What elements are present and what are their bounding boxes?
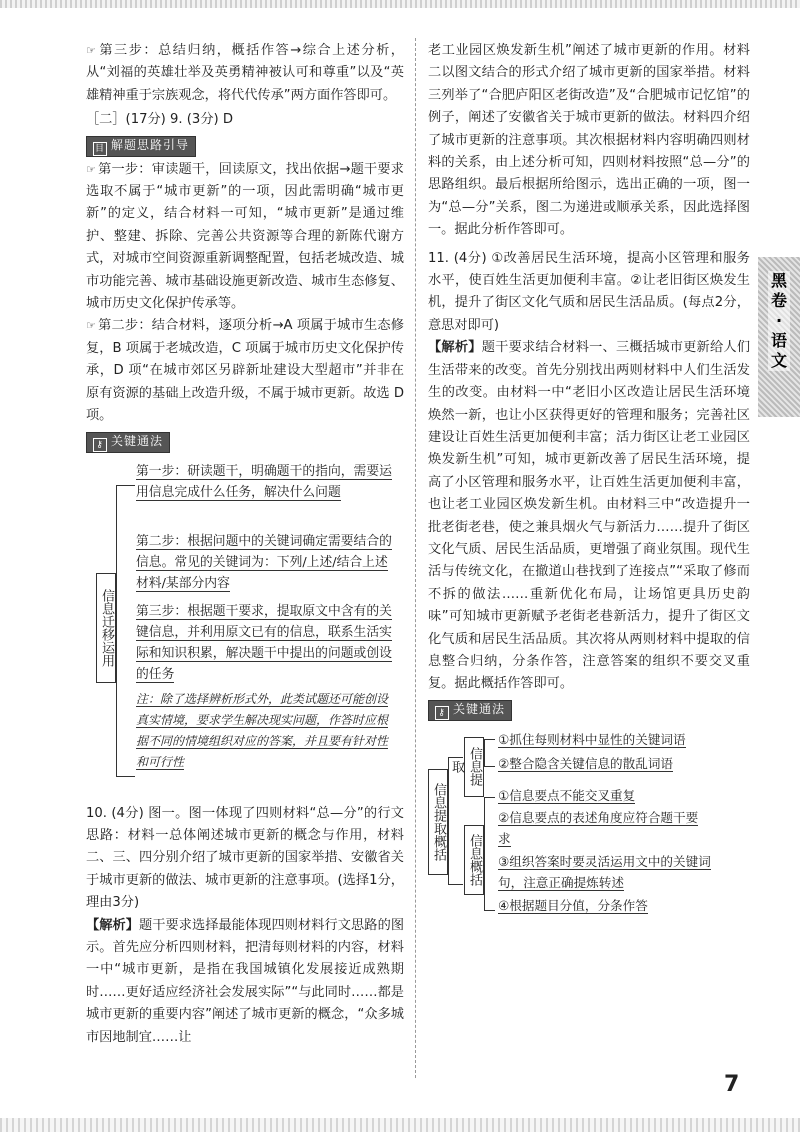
pointing-hand-icon: ☞ [86,319,96,333]
section-tag-key-method: ⚷ 关键通法 [86,432,170,453]
question-11-answer: 11. (4分) ①改善居民生活环境，提高小区管理和服务水平，使百姓生活更加便利丰富。②让老旧街区焕发生机，提升了街区文化气质和居民生活品质。(每点2分，意思对即可) [428,250,750,333]
pointing-hand-icon: ☞ [86,162,96,176]
subject-side-tab [758,257,800,417]
side-tab-label: 黑卷·语文 [768,271,790,371]
right-column [428,40,750,921]
question-9-heading: ［二］(17分) 9. (3分) D [86,112,234,128]
page-number: 7 [724,1072,740,1097]
paragraph-step2: ☞ 第二步：结合材料，逐项分析→A 项属于城市生态修复，B 项属于老城改造，C 项属于城市历史文化保护传承，D 项“在城市郊区另辟新址建设大型超市”并非在原有资源的基础上改造升级，不属于城市更新。故选 D 项。 [86,318,404,424]
strategy-step-1: 第一步：研读题干，明确题干的指向，需要运用信息完成什么任务，解决什么问题 [136,463,392,500]
scan-edge-top [0,0,800,8]
question-10-analysis: 【解析】题干要求选择最能体现四则材料行文思路的图示。首先应分析四则材料，把清每则材料的内容，材料一中“城市更新，是指在我国城镇化发展接近成熟期时……更好适应经济社会发展实际”“与此同时……都是城市更新的重要内容”阐述了城市更新的概念，“众多城市因地制宜……让 [86,917,405,1045]
book-icon: 目 [94,143,105,154]
strategy-diagram-info-extract [428,729,750,921]
paragraph-step1: ☞ 第一步：审读题干，回读原文，找出依据→题干要求选取不属于“城市更新”的一项，因此需明确“城市更新”的定义，结合材料一可知，“城市更新”是通过维护、整建、拆除、完善公共资源等合理的新陈代谢方式，对城市空间资源重新调整配置，包括老城改造、城市功能完善、城市基础设施更新改造、城市生态修复、城市历史文化保护传承等。 [86,161,404,312]
bracket-line [484,797,495,911]
question-11-analysis: 【解析】题干要求结合材料一、三概括城市更新给人们生活带来的改变。首先分别找出两则材料中人们生活发生的改变。由材料一中“老旧小区改造让居民生活环境焕然一新，也让小区获得更好的管理和服务；完善社区建设让百姓生活更加便利丰富；活力街区让老工业园区焕发新生机”可知，城市更新改善了居民生活环境，提高了小区管理和服务水平，让百姓生活更加便利丰富，也让老工业园区焕发新生机。由材料三中“改造提升一批老街老巷，使之兼具烟火气与新活力……提升了街区文化气质、居民生活品质，更增强了商业氛围。现代生活与传统文化，在撤道山巷找到了连接点”“采取了修而不拆的做法……重新优化布局，让场馆更具历史韵味”可知城市更新赋予老街老巷新活力，提升了街区文化气质和居民生活品质。其次将从两则材料中提取的信息整合归纳，分条作答，注意答案的组织不要交叉重复。据此概括作答即可。 [428,340,751,692]
bracket-line [448,757,463,885]
pointing-hand-icon: ☞ [86,44,96,57]
strategy-diagram-info-transfer [96,461,392,799]
extract-point-2: ②整合隐含关键信息的散乱词语 [498,755,674,771]
section-tag-key-method-right: ⚷ 关键通法 [428,700,512,721]
paragraph-continuation: 老工业园区焕发新生机”阐述了城市更新的作用。材料二以图文结合的形式介绍了城市更新的国家举措。材料三列举了“合肥庐阳区老街改造”及“合肥城市记忆馆”的例子，阐述了安徽省关于城市更新的做法。材料四介绍了城市更新的注意事项。其次根据材料内容明确四则材料的关系，由上述分析可知，四则材料按照“总—分”的思路组织。最后根据所给图示，选出正确的一项，图一为“总—分”关系，图二为递进或顺承关系，因此选择图一。据此分析作答即可。 [428,43,750,238]
paragraph-step3: ☞ 第三步：总结归纳，概括作答→综合上述分析，从“刘福的英雄壮举及英勇精神被认可和尊重”以及“英雄精神重于宗族观念，将代代传承”两方面作答即可。 [86,43,404,103]
key-icon: ⚷ [435,706,449,720]
summary-point-1: ①信息要点不能交叉重复 [498,787,636,803]
strategy-label: 信息迁移运用 [96,573,116,683]
strategy-note: 注：除了选择辨析形式外，此类试题还可能创设真实情境，要求学生解决现实问题，作答时应根据不同的情境组织对应的答案，并且要有针对性和可行性 [136,691,389,769]
section-tag-solution-guide: 目 解题思路引导 [86,136,196,157]
strategy-step-2: 第二步：根据问题中的关键词确定需要结合的信息。常见的关键词为：下列/上述/结合上述材料/某部分内容 [136,533,392,591]
sub-label-summarize: 信息概括 [464,825,484,895]
sub-label-extract: 信息提取 [464,737,484,797]
column-divider [415,38,416,1078]
scan-edge-bottom [0,1118,800,1132]
bracket-line [484,739,495,767]
left-column [86,40,404,1049]
extract-point-1: ①抓住每则材料中显性的关键词语 [498,731,686,747]
summary-point-2: ②信息要点的表述角度应符合题干要求 [498,809,699,846]
strategy-step-3: 第三步：根据题干要求，提取原文中含有的关键信息，并利用原文已有的信息，联系生活实际和知识积累，解决题干中提出的问题或创设的任务 [136,603,392,682]
key-icon: ⚷ [93,438,107,452]
bracket-line [116,485,135,777]
main-strategy-label: 信息提取概括 [428,769,448,875]
summary-point-3: ③组织答案时要灵活运用文中的关键词句，注意正确提炼转述 [498,853,711,890]
summary-point-4: ④根据题目分值，分条作答 [498,897,648,913]
question-10-answer: 10. (4分) 图一。图一体现了四则材料“总—分”的行文思路：材料一总体阐述城市更新的概念与作用，材料二、三、四分别介绍了城市更新的国家举措、安徽省关于城市更新的做法、城市更新的注意事项。(选择1分，理由3分) [86,805,404,911]
